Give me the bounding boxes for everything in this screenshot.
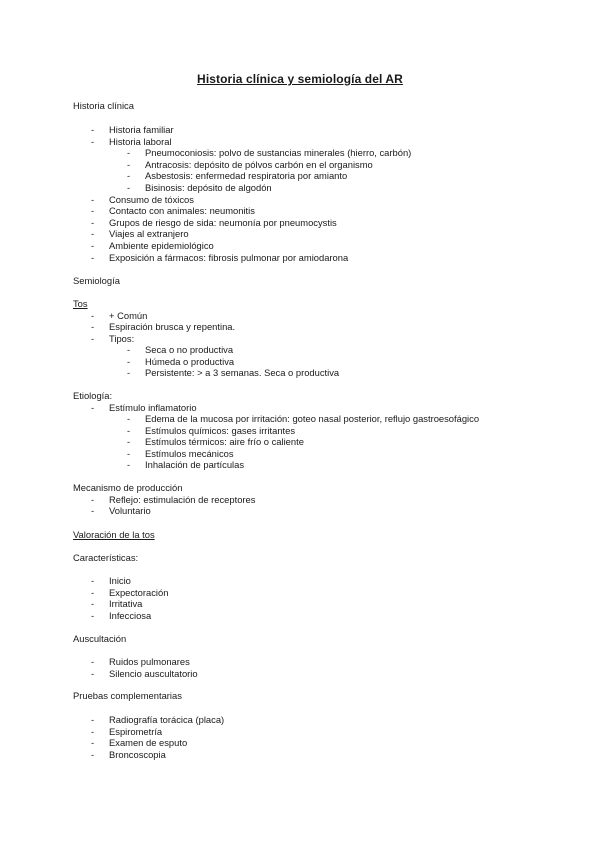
bullet-marker: - [91, 402, 95, 413]
bullet-marker: - [91, 333, 95, 344]
bullet-marker: - [91, 136, 95, 147]
list-item: Historia laboral [109, 136, 172, 147]
list-item: + Común [109, 310, 148, 321]
list-item: Exposición a fármacos: fibrosis pulmonar por amiodarona [109, 252, 349, 263]
subheading-tos: Tos [73, 298, 88, 309]
list-item: Voluntario [109, 505, 151, 516]
sub-list-item: Persistente: > a 3 semanas. Seca o productiva [145, 367, 340, 378]
bullet-marker: - [91, 598, 95, 609]
bullet-marker: - [127, 170, 131, 181]
bullet-marker: - [91, 310, 95, 321]
sub-list-item: Estímulos químicos: gases irritantes [145, 425, 296, 436]
bullet-marker: - [127, 344, 131, 355]
bullet-marker: - [91, 656, 95, 667]
bullet-marker: - [127, 459, 131, 470]
list-item: Viajes al extranjero [109, 228, 189, 239]
section-heading-semiologia: Semiología [73, 275, 120, 286]
sub-list-item: Pneumoconiosis: polvo de sustancias minerales (hierro, carbón) [145, 147, 412, 158]
bullet-marker: - [91, 124, 95, 135]
subheading-pruebas: Pruebas complementarias [73, 690, 182, 701]
bullet-marker: - [91, 737, 95, 748]
page-title: Historia clínica y semiología del AR [197, 72, 403, 86]
bullet-marker: - [91, 205, 95, 216]
bullet-marker: - [91, 610, 95, 621]
bullet-marker: - [127, 147, 131, 158]
bullet-marker: - [127, 413, 131, 424]
bullet-marker: - [91, 505, 95, 516]
bullet-marker: - [91, 252, 95, 263]
bullet-marker: - [127, 356, 131, 367]
bullet-marker: - [91, 228, 95, 239]
list-item: Consumo de tóxicos [109, 194, 194, 205]
bullet-marker: - [91, 587, 95, 598]
list-item: Reflejo: estimulación de receptores [109, 494, 256, 505]
list-item: Inicio [109, 575, 131, 586]
list-item: Historia familiar [109, 124, 174, 135]
bullet-marker: - [91, 575, 95, 586]
subheading-caracteristicas: Características: [73, 552, 139, 563]
bullet-marker: - [127, 436, 131, 447]
subheading-auscultacion: Auscultación [73, 633, 127, 644]
bullet-marker: - [91, 668, 95, 679]
sub-list-item: Bisinosis: depósito de algodón [145, 182, 272, 193]
list-item: Infecciosa [109, 610, 152, 621]
bullet-marker: - [91, 726, 95, 737]
bullet-marker: - [91, 217, 95, 228]
list-item: Silencio auscultatorio [109, 668, 198, 679]
section-heading-historia: Historia clínica [73, 100, 134, 111]
list-item: Expectoración [109, 587, 169, 598]
bullet-marker: - [127, 182, 131, 193]
list-item: Estímulo inflamatorio [109, 402, 197, 413]
sub-list-item: Edema de la mucosa por irritación: goteo nasal posterior, reflujo gastroesofágico [145, 413, 480, 424]
sub-list-item: Asbestosis: enfermedad respiratoria por amianto [145, 170, 348, 181]
list-item: Tipos: [109, 333, 135, 344]
sub-list-item: Estímulos térmicos: aire frío o caliente [145, 436, 304, 447]
list-item: Broncoscopia [109, 749, 166, 760]
section-heading-valoracion: Valoración de la tos [73, 529, 155, 540]
bullet-marker: - [127, 159, 131, 170]
bullet-marker: - [91, 494, 95, 505]
sub-list-item: Antracosis: depósito de pólvos carbón en el organismo [145, 159, 373, 170]
list-item: Ruidos pulmonares [109, 656, 190, 667]
sub-list-item: Seca o no productiva [145, 344, 234, 355]
bullet-marker: - [127, 367, 131, 378]
list-item: Contacto con animales: neumonitis [109, 205, 255, 216]
bullet-marker: - [91, 749, 95, 760]
list-item: Examen de esputo [109, 737, 188, 748]
list-item: Espiración brusca y repentina. [109, 321, 236, 332]
bullet-marker: - [91, 240, 95, 251]
bullet-marker: - [91, 321, 95, 332]
bullet-marker: - [91, 714, 95, 725]
sub-list-item: Inhalación de partículas [145, 459, 245, 470]
sub-list-item: Estímulos mecánicos [145, 448, 234, 459]
bullet-marker: - [127, 448, 131, 459]
bullet-marker: - [91, 194, 95, 205]
list-item: Ambiente epidemiológico [109, 240, 214, 251]
list-item: Irritativa [109, 598, 143, 609]
subheading-mecanismo: Mecanismo de producción [73, 482, 183, 493]
list-item: Grupos de riesgo de sida: neumonía por pneumocystis [109, 217, 337, 228]
sub-list-item: Húmeda o productiva [145, 356, 235, 367]
subheading-etiologia: Etiología: [73, 390, 113, 401]
bullet-marker: - [127, 425, 131, 436]
list-item: Espirometría [109, 726, 163, 737]
list-item: Radiografía torácica (placa) [109, 714, 225, 725]
